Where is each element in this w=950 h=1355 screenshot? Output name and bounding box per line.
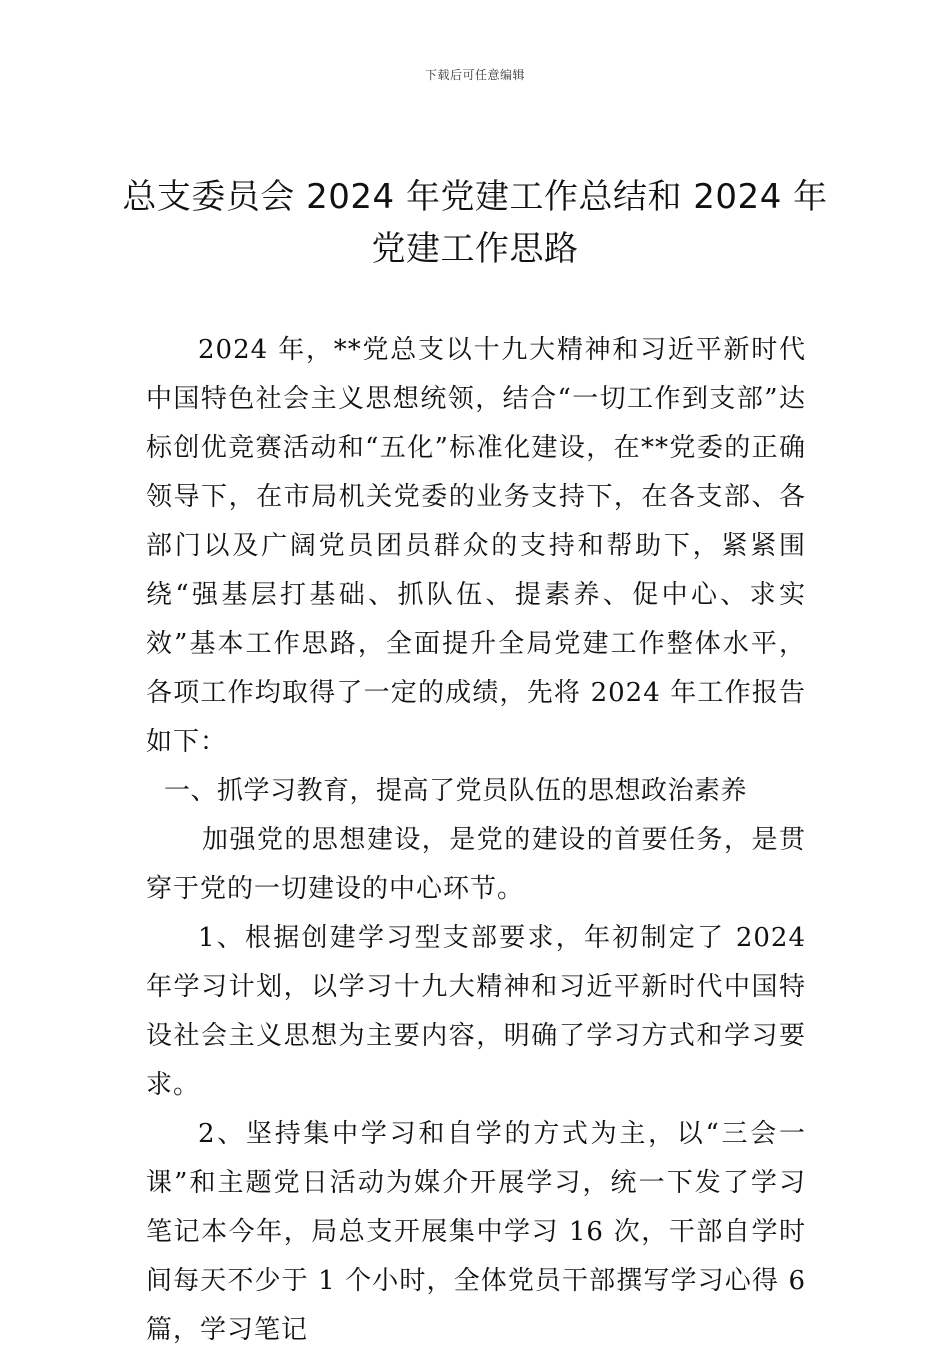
title-line-2: 党建工作思路 — [371, 228, 579, 269]
document-title — [120, 171, 830, 275]
section-heading-1: 一、抓学习教育，提高了党员队伍的思想政治素养 — [164, 776, 748, 806]
paragraph-intro: 2024 年，**党总支以十九大精神和习近平新时代中国特色社会主义思想统领，结合“一切工作到支部”达标创优竞赛活动和“五化”标准化建设，在**党委的正确领导下，在市局机关党委的业务支持下，在各支部、各部门以及广阔党员团员群众的支持和帮助下，紧紧围绕“强基层打基础、抓队伍、提素养、促中心、求实效”基本工作思路，全面提升全局党建工作整体水平，各项工作均取得了一定的成绩，先将 2024 年工作报告如下： — [146, 335, 806, 757]
paragraph-section-lead: 加强党的思想建设，是党的建设的首要任务，是贯穿于党的一切建设的中心环节。 — [146, 825, 806, 904]
title-line-1: 总支委员会 2024 年党建工作总结和 2024 年 — [122, 176, 828, 217]
header-note: 下载后可任意编辑 — [424, 68, 525, 82]
paragraph-item-2: 2、坚持集中学习和自学的方式为主，以“三会一课”和主题党日活动为媒介开展学习，统一下发了学习笔记本今年，局总支开展集中学习 16 次，干部自学时间每天不少于 1 个小时，全体党员干部撰写学习心得 6 篇，学习笔记 — [146, 1119, 806, 1345]
paragraph-item-1: 1、根据创建学习型支部要求，年初制定了 2024 年学习计划，以学习十九大精神和习近平新时代中国特设社会主义思想为主要内容，明确了学习方式和学习要求。 — [146, 923, 806, 1100]
document-body — [146, 326, 806, 1355]
